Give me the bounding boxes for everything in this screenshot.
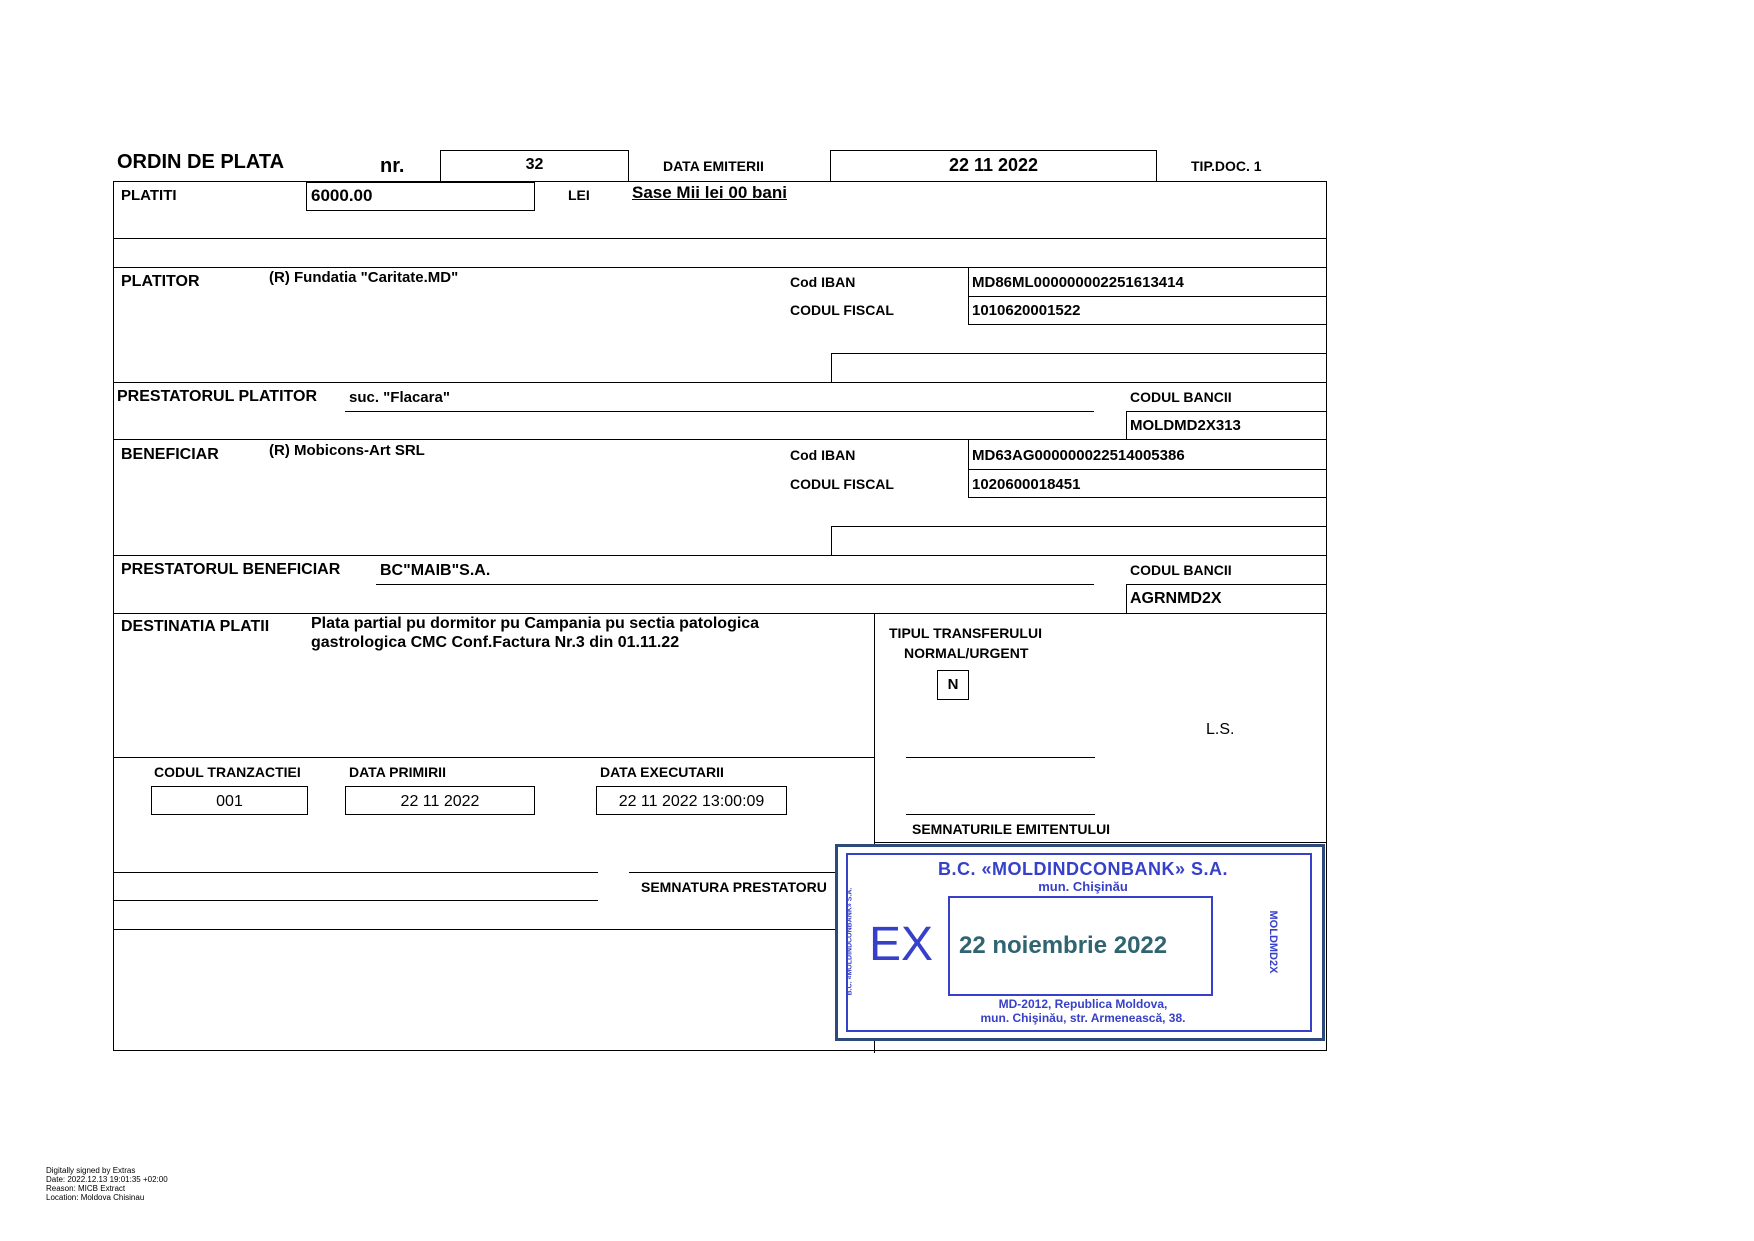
divider	[113, 872, 598, 873]
beneficiary-provider-label: PRESTATORUL BENEFICIAR	[121, 561, 341, 578]
divider	[345, 411, 1094, 412]
payer-provider-name: suc. "Flacara"	[349, 389, 450, 406]
divider	[831, 353, 1327, 354]
received-date-label: DATA PRIMIRII	[349, 764, 446, 780]
divider	[1126, 584, 1127, 614]
divider	[968, 497, 1327, 498]
issuer-signatures-label: SEMNATURILE EMITENTULUI	[912, 821, 1111, 837]
beneficiary-bank-code-label: CODUL BANCII	[1130, 562, 1232, 578]
stamp-bank-name: B.C. «MOLDINDCONBANK» S.A.	[937, 859, 1228, 879]
execution-date-value: 22 11 2022 13:00:09	[618, 793, 765, 810]
digital-signature-block	[46, 1166, 168, 1202]
transaction-code-value: 001	[216, 793, 243, 810]
divider	[113, 238, 1327, 239]
beneficiary-iban-label: Cod IBAN	[790, 447, 856, 463]
payer-iban-label: Cod IBAN	[790, 274, 856, 290]
signature-line	[906, 814, 1095, 815]
payer-iban: MD86ML000000002251613414	[972, 274, 1184, 291]
document-title: ORDIN DE PLATA	[117, 151, 285, 173]
signature-line-1: Digitally signed by Extras	[46, 1166, 136, 1175]
divider	[113, 382, 1327, 383]
divider	[113, 267, 1327, 268]
currency-label: LEI	[568, 187, 590, 203]
divider	[874, 842, 1327, 843]
beneficiary-provider-name: BC"MAIB"S.A.	[380, 562, 491, 579]
order-number-label: nr.	[380, 155, 405, 177]
transfer-type-value: N	[947, 676, 959, 693]
destination-label: DESTINATIA PLATII	[121, 618, 270, 635]
divider	[113, 439, 1327, 440]
stamp-address-line-1: MD-2012, Republica Moldova,	[998, 997, 1168, 1011]
received-date-value: 22 11 2022	[400, 793, 480, 810]
payer-bank-code: MOLDMD2X313	[1130, 417, 1241, 434]
beneficiary-label: BENEFICIAR	[121, 446, 219, 463]
signature-line-3: Reason: MICB Extract	[46, 1184, 126, 1193]
stamp-city: mun. Chişinău	[1038, 879, 1128, 894]
divider	[1126, 584, 1327, 585]
beneficiary-name: (R) Mobicons-Art SRL	[269, 442, 425, 459]
destination-line-1: Plata partial pu dormitor pu Campania pu sectia patologica	[311, 615, 760, 632]
pay-label: PLATITI	[121, 187, 177, 204]
beneficiary-bank-code: AGRNMD2X	[1130, 590, 1222, 607]
destination-line-2: gastrologica CMC Conf.Factura Nr.3 din 01.11.22	[311, 634, 680, 651]
amount-in-words: Sase Mii lei 00 bani	[632, 183, 787, 202]
seal-placeholder: L.S.	[1206, 721, 1235, 738]
beneficiary-iban: MD63AG000000022514005386	[972, 447, 1185, 464]
divider	[968, 469, 1327, 470]
divider	[113, 613, 1327, 614]
payer-provider-label: PRESTATORUL PLATITOR	[117, 388, 318, 405]
signature-line	[906, 757, 1095, 758]
stamp-side-right: MOLDMD2X	[1267, 910, 1279, 974]
signature-line-4: Location: Moldova Chisinau	[46, 1193, 145, 1202]
payer-bank-code-label: CODUL BANCII	[1130, 389, 1232, 405]
order-number-value: 32	[525, 156, 544, 173]
stamp-address-line-2: mun. Chişinău, str. Armenească, 38.	[980, 1011, 1186, 1025]
amount-value: 6000.00	[311, 186, 373, 205]
payer-label: PLATITOR	[121, 273, 200, 290]
stamp-ex-mark: EX	[869, 918, 934, 971]
divider	[831, 526, 832, 556]
divider	[968, 324, 1327, 325]
divider	[113, 929, 875, 930]
transfer-type-sublabel: NORMAL/URGENT	[904, 645, 1029, 661]
beneficiary-fiscal-label: CODUL FISCAL	[790, 476, 894, 492]
execution-date-label: DATA EXECUTARII	[600, 764, 724, 780]
divider	[113, 555, 1327, 556]
stamp-date: 22 noiembrie 2022	[959, 932, 1168, 959]
divider	[113, 757, 875, 758]
bank-stamp	[835, 844, 1325, 1041]
divider	[831, 526, 1327, 527]
divider	[968, 296, 1327, 297]
transfer-type-label: TIPUL TRANSFERULUI	[889, 625, 1042, 641]
divider	[1126, 411, 1127, 440]
payer-name: (R) Fundatia "Caritate.MD"	[269, 269, 459, 286]
stamp-side-left: B.C. «MOLDINDCONBANK» S.A.	[846, 887, 854, 996]
payer-fiscal-label: CODUL FISCAL	[790, 302, 894, 318]
signature-line-2: Date: 2022.12.13 19:01:35 +02:00	[46, 1175, 168, 1184]
transaction-code-label: CODUL TRANZACTIEI	[154, 764, 301, 780]
divider	[1126, 411, 1327, 412]
divider	[376, 584, 1094, 585]
document-type: TIP.DOC. 1	[1191, 158, 1262, 174]
divider	[113, 900, 598, 901]
issue-date-label: DATA EMITERII	[663, 158, 764, 174]
divider	[831, 353, 832, 383]
beneficiary-fiscal-code: 1020600018451	[972, 476, 1081, 493]
provider-signature-label: SEMNATURA PRESTATORU	[641, 879, 827, 895]
issue-date-value: 22 11 2022	[948, 155, 1039, 175]
payer-fiscal-code: 1010620001522	[972, 302, 1081, 319]
